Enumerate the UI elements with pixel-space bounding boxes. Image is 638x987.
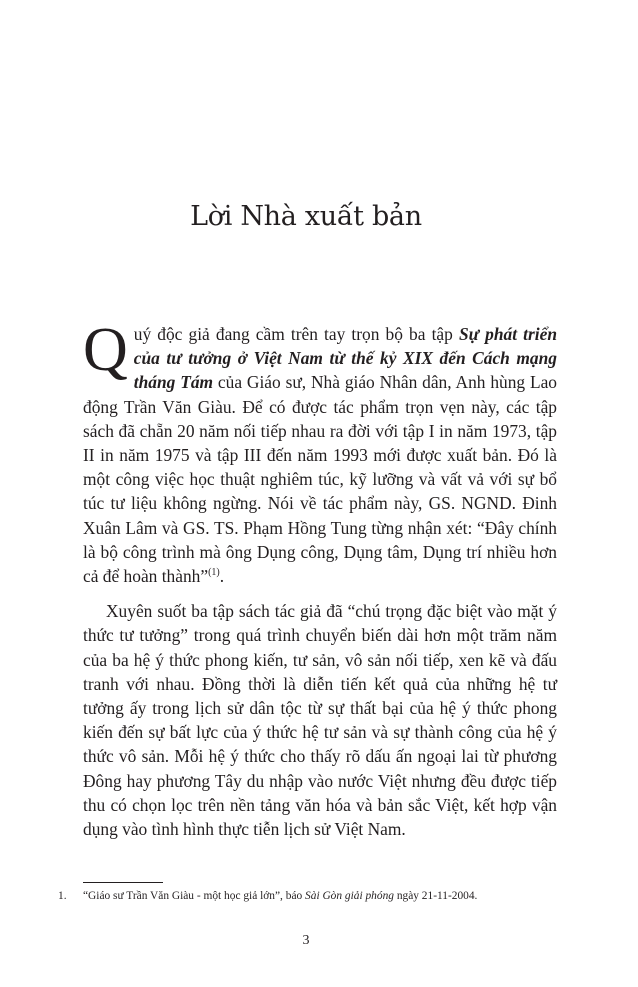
paragraph-2: Xuyên suốt ba tập sách tác giả đã “chú trọng đặc biệt vào mặt ý thức tư tưởng” trong quá trình chuyển biến dài hơn một trăm năm của ba hệ ý thức phong kiến, tư sản, vô sản nối tiếp, xen kẽ và đấu tranh với nhau. Đồng thời là diễn tiến kết quả của những hệ tư tưởng ấy trong lịch sử dân tộc từ sự thất bại của hệ ý thức phong kiến đến sự bất lực của ý thức hệ tư sản và sự thành công của hệ ý thức vô sản. Mỗi hệ ý thức cho thấy rõ dấu ấn ngoại lai từ phương Đông hay phương Tây du nhập vào nước Việt nhưng đều được tiếp thu có chọn lọc trên nền tảng văn hóa và bản sắc Việt, kết hợp vận dụng vào tình hình thực tiễn lịch sử Việt Nam. [83, 601, 557, 840]
page-title: Lời Nhà xuất bản [190, 201, 422, 232]
paragraph-1-text-c: . [219, 566, 225, 587]
footnote [58, 889, 578, 904]
paragraph-1-text-b: của Giáo sư, Nhà giáo Nhân dân, Anh hùng Lao động Trần Văn Giàu. Để có được tác phẩm trọn vẹn này, các tập sách đã chẵn 20 năm nối tiếp nhau ra đời với tập I in năm 1973, tập II in năm 1975 và tập III đến năm 1993 mới được xuất bản. Đó là một công việc học thuật nghiêm túc, kỹ lưỡng và vất vả với sự bổ túc tư liệu không ngừng. Nói về tác phẩm này, GS. NGND. Đinh Xuân Lâm và GS. TS. Phạm Hồng Tung từng nhận xét: “Đây chính là bộ công trình mà ông Dụng công, Dụng tâm, Dụng trí nhiều hơn cả để hoàn thành” [83, 372, 557, 587]
footnote-source: Sài Gòn giải phóng [305, 890, 394, 902]
footnote-divider [83, 882, 163, 883]
paragraph-1 [83, 316, 557, 588]
footnote-text-b: ngày 21-11-2004. [393, 890, 478, 902]
drop-cap: Q [83, 316, 128, 384]
paragraph-1-text-a: uý độc giả đang cầm trên tay trọn bộ ba tập [133, 324, 459, 344]
footnote-number: 1. [58, 890, 67, 902]
page-number: 3 [302, 933, 310, 948]
footnote-reference: (1) [208, 567, 220, 579]
body-text [83, 316, 557, 841]
footnote-text-a: “Giáo sư Trần Văn Giàu - một học giả lớn”, báo [83, 890, 306, 902]
book-title-emphasis: Sự phát triển của tư tưởng ở Việt Nam từ thế kỷ XIX đến Cách mạng tháng Tám [133, 324, 557, 393]
